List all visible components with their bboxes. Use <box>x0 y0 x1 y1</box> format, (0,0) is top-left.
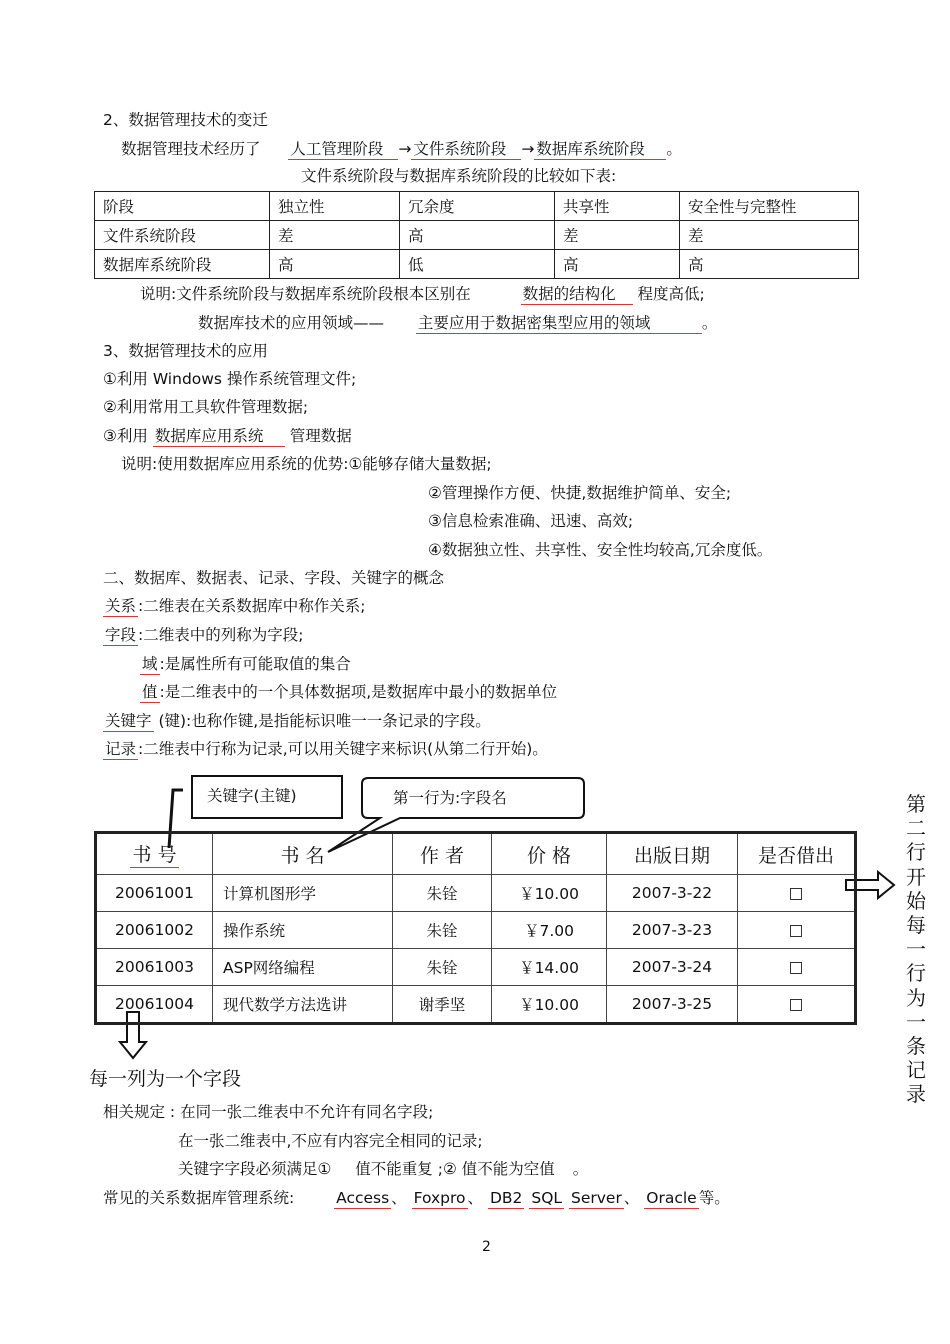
dbms-sep: 、 <box>623 1189 640 1207</box>
date-cell: 2007-3-22 <box>607 875 738 912</box>
item3-suffix: 管理数据 <box>289 427 352 445</box>
book-title-cell: 操作系统 <box>213 912 393 949</box>
rules-line-1 <box>103 1102 433 1122</box>
application-item-1: ①利用 Windows 操作系统管理文件; <box>103 370 357 388</box>
header-cell: 共享性 <box>555 192 680 221</box>
dbms-foxpro: Foxpro <box>413 1189 466 1207</box>
advantage-3: ③信息检索准确、迅速、高效; <box>428 512 634 530</box>
rule-3 <box>178 1159 588 1179</box>
advantage-4: ④数据独立性、共享性、安全性均较高,冗余度低。 <box>428 541 773 559</box>
table-cell: 数据库系统阶段 <box>95 250 270 279</box>
table-row <box>96 986 856 1024</box>
rule3-end: 。 <box>572 1160 589 1178</box>
table-cell: 高 <box>400 221 555 250</box>
section2-heading: 2、数据管理技术的变迁 <box>103 111 268 129</box>
dbms-db2: DB2 <box>489 1189 523 1207</box>
books-header-cell: 作 者 <box>393 833 492 875</box>
vertical-record-note <box>902 792 930 1107</box>
field-def: :二维表中的列称为字段; <box>138 626 304 644</box>
rule-2: 在一张二维表中,不应有内容完全相同的记录; <box>178 1132 483 1150</box>
vertical-char: 第 <box>906 792 926 816</box>
books-header-cell: 是否借出 <box>738 833 856 875</box>
advantage-2: ②管理操作方便、快捷,数据维护简单、安全; <box>428 484 732 502</box>
header-cell: 独立性 <box>270 192 400 221</box>
stage2-answer: 文件系统阶段 <box>411 139 521 160</box>
vertical-char: 每 <box>906 913 926 938</box>
table-row <box>96 912 856 949</box>
domain-prefix: 数据库技术的应用领域—— <box>198 314 385 332</box>
key-def: (键):也称作键,是指能标识唯一一条记录的字段。 <box>158 712 491 730</box>
author-cell: 朱铨 <box>393 949 492 986</box>
dbms-access: Access <box>336 1189 390 1207</box>
domain-term: 域 <box>142 655 158 673</box>
author-cell: 朱铨 <box>393 875 492 912</box>
stage3-answer: 数据库系统阶段 <box>534 139 666 160</box>
record-term: 记录 <box>105 740 137 758</box>
book-title-cell: 计算机图形学 <box>213 875 393 912</box>
table-cell: 低 <box>400 250 555 279</box>
date-cell: 2007-3-23 <box>607 912 738 949</box>
dbms-prefix: 常见的关系数据库管理系统: <box>103 1189 295 1207</box>
application-item-2: ②利用常用工具软件管理数据; <box>103 398 309 416</box>
table-cell: 高 <box>555 250 680 279</box>
date-cell: 2007-3-25 <box>607 986 738 1024</box>
item3-answer: 数据库应用系统 <box>153 426 285 447</box>
rules-prefix: 相关规定 : <box>103 1103 176 1121</box>
vertical-char: 记 <box>906 1058 926 1083</box>
books-header-cell <box>96 833 213 875</box>
table-row <box>96 949 856 986</box>
advantages-prefix: 说明:使用数据库应用系统的优势: <box>121 455 349 473</box>
note-answer: 数据的结构化 <box>521 284 633 305</box>
book-id-cell: 20061004 <box>96 986 213 1024</box>
book-title-cell: 现代数学方法选讲 <box>213 986 393 1024</box>
books-header-cell: 书 名 <box>213 833 393 875</box>
author-cell: 朱铨 <box>393 912 492 949</box>
header-cell: 阶段 <box>95 192 270 221</box>
book-id-cell: 20061003 <box>96 949 213 986</box>
field-term: 字段 <box>105 626 137 644</box>
page-number: 2 <box>482 1239 491 1255</box>
price-cell: ￥14.00 <box>492 949 607 986</box>
vertical-char: 二 <box>906 816 926 841</box>
key-callout-text: 关键字(主键) <box>207 787 297 805</box>
author-cell: 谢季坚 <box>393 986 492 1024</box>
borrowed-checkbox[interactable]: □ <box>738 875 856 912</box>
vertical-char: 录 <box>906 1082 926 1107</box>
first-row-callout-text: 第一行为:字段名 <box>393 789 507 807</box>
borrowed-checkbox[interactable]: □ <box>738 949 856 986</box>
advantage-1: ①能够存储大量数据; <box>348 455 492 473</box>
domain-answer: 主要应用于数据密集型应用的领域 <box>416 313 702 334</box>
domain-def: :是属性所有可能取值的集合 <box>159 655 351 673</box>
dbms-suffix: 等。 <box>698 1189 730 1207</box>
value-term: 值 <box>142 683 158 701</box>
vertical-char: 条 <box>906 1034 926 1059</box>
books-table <box>94 831 857 1025</box>
borrowed-checkbox[interactable]: □ <box>738 986 856 1024</box>
end-mark: 。 <box>666 140 682 158</box>
table-cell: 差 <box>270 221 400 250</box>
borrowed-checkbox[interactable]: □ <box>738 912 856 949</box>
book-title-cell: ASP网络编程 <box>213 949 393 986</box>
vertical-char: 一 <box>906 1009 926 1034</box>
table-cell: 差 <box>680 221 859 250</box>
vertical-char: 始 <box>906 888 926 913</box>
column-note: 每一列为一个字段 <box>89 1068 242 1090</box>
book-id-header: 书 号 <box>130 840 178 868</box>
date-cell: 2007-3-24 <box>607 949 738 986</box>
books-header-cell: 出版日期 <box>607 833 738 875</box>
table-row <box>96 875 856 912</box>
rule3-mid: ;② <box>437 1160 457 1178</box>
rule3-prefix: 关键字字段必须满足① <box>178 1160 332 1178</box>
key-term: 关键字 <box>105 712 152 730</box>
evolution-intro: 数据管理技术经历了 <box>121 140 261 158</box>
header-cell: 冗余度 <box>400 192 555 221</box>
book-id-cell: 20061002 <box>96 912 213 949</box>
vertical-char: 开 <box>906 864 926 889</box>
domain-suffix: 。 <box>701 314 718 332</box>
record-def: :二维表中行称为记录,可以用关键字来标识(从第二行开始)。 <box>138 740 548 758</box>
books-header-cell: 价 格 <box>492 833 607 875</box>
section3-heading: 3、数据管理技术的应用 <box>103 342 268 360</box>
vertical-char: 为 <box>906 985 926 1010</box>
book-id-cell: 20061001 <box>96 875 213 912</box>
dbms-sep: 、 <box>467 1189 484 1207</box>
header-cell: 安全性与完整性 <box>680 192 859 221</box>
table-cell: 高 <box>680 250 859 279</box>
relation-def: :二维表在关系数据库中称作关系; <box>138 597 366 615</box>
table-cell: 文件系统阶段 <box>95 221 270 250</box>
arrow-2: → <box>521 140 535 158</box>
note-suffix: 程度高低; <box>637 285 705 303</box>
dbms-line <box>103 1188 730 1209</box>
relation-term: 关系 <box>105 597 137 615</box>
arrow-1: → <box>398 140 412 158</box>
vertical-char: 一 <box>906 937 926 962</box>
table-cell: 高 <box>270 250 400 279</box>
value-def: :是二维表中的一个具体数据项,是数据库中最小的数据单位 <box>159 683 558 701</box>
rule-1: 在同一张二维表中不允许有同名字段; <box>180 1103 434 1121</box>
dbms-sep: 、 <box>391 1189 407 1207</box>
note-prefix: 说明:文件系统阶段与数据库系统阶段根本区别在 <box>140 285 471 303</box>
table-caption: 文件系统阶段与数据库系统阶段的比较如下表: <box>301 167 617 185</box>
dbms-server: Server <box>570 1189 622 1207</box>
price-cell: ￥10.00 <box>492 875 607 912</box>
price-cell: ￥10.00 <box>492 986 607 1024</box>
price-cell: ￥7.00 <box>492 912 607 949</box>
item3-prefix: ③利用 <box>103 427 148 445</box>
concepts-heading: 二、数据库、数据表、记录、字段、关键字的概念 <box>103 569 445 587</box>
table-cell: 差 <box>555 221 680 250</box>
dbms-sql: SQL <box>531 1189 563 1207</box>
vertical-char: 行 <box>906 840 926 865</box>
stage1-answer: 人工管理阶段 <box>288 139 398 160</box>
rule3-answer-a: 值不能重复 <box>355 1160 433 1178</box>
dbms-oracle: Oracle <box>646 1189 697 1207</box>
vertical-char: 行 <box>906 961 926 986</box>
rule3-answer-b: 值不能为空值 <box>461 1160 555 1178</box>
books-header-row <box>96 833 856 875</box>
